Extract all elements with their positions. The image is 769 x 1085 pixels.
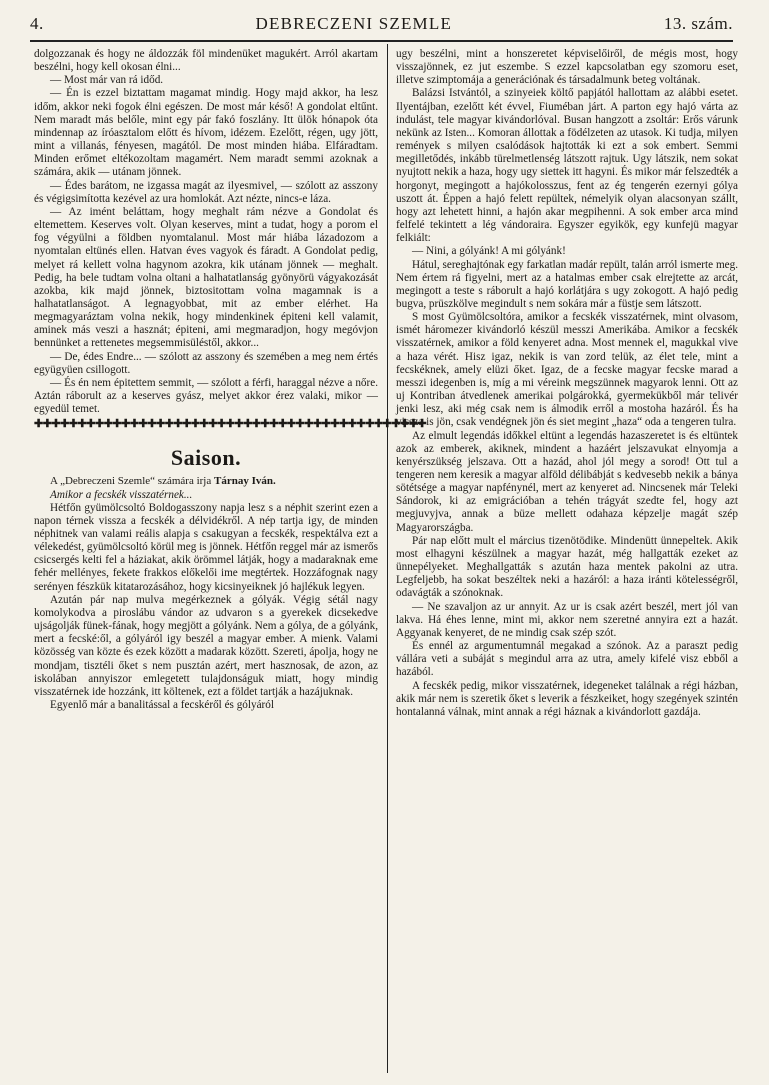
paragraph: Pár nap előtt mult el március tizenötödike. Mindenütt ünnepeltek. Akik most elhagyni készülnek a magyar hazát, még hallgatták ezeket az ünnepélyeket. Meghallgatták s azután haza mentek pakolni az utra. Legfeljebb, ha sokat beszéltek neki a hazáról: a haza iránti kötelességről, odavágták a szónoknak. (396, 534, 738, 600)
paragraph: A fecskék pedig, mikor visszatérnek, idegeneket találnak a régi házban, akik már nem is szeretik őket s leverik a fészkeiket, hogy szegények szintén hontalanná válnak, mint annak a régi háznak a kivándorlott gazdája. (396, 679, 738, 718)
paragraph: Azután pár nap mulva megérkeznek a gólyák. Végig sétál nagy komolykodva a piroslábu vándor az udvaron s a gyerekek dicsekedve ujságolják fünek-fának, hogy megjött a gólyánk. Nem a gólya, de a gólyánk, mert a fecské:ől, a gólyáról igy beszél a magyar ember. A mienk. Valami közösség van közte és ezek között a madarak között. Szereti, ápolja, hogy ne mondjam, tisztéli őket s nem pusztán azért, mert hasznosak, de azon, az iskolában annyiszor emlegetett tulajdonságuk miatt, hogy mindig visszatérnek ide hozzánk, itt költenek, ezt a földet tartják a hazájuknak. (34, 593, 378, 698)
left-column (34, 48, 427, 712)
byline-author: Tárnay Iván. (214, 475, 276, 488)
header-rule (30, 40, 733, 42)
paragraph: S most Gyümölcsoltóra, amikor a fecskék visszatérnek, mint olvasom, ismét háromezer kivándorló készül messzi Amerikába. Amikor a fecskék visszatérnek, amikor a föld kenyeret adna. Most mennek el, magukkal vive a haza vérét. Hisz igaz, nekik is van zord telük, az élet tele, mint a fecskéknek, amely elüzi őket. Igaz, de a fecske magyar fecske marad a messzi idegenben is, míg a mi véreink megszünnek magyarok lenni. Ott az uj Kontriban átvedlenek amerikai polgárokká, gyermekükből már telivér jenki lesz, aki még csak nem is álmodik erről a mostoha hazáról. És ha vissza is jön, csak vendégnek jön és siet megint „haza“ oda a tengeren tulra. (396, 311, 738, 429)
ornamental-divider: ✚✚✚✚✚✚✚✚✚✚✚✚✚✚✚✚✚✚✚✚✚✚✚✚✚✚✚✚✚✚✚✚✚✚✚✚✚✚✚✚✚✚✚✚✚ (34, 418, 427, 431)
issue-number: 13. szám. (663, 14, 733, 33)
journal-title: DEBRECZENI SZEMLE (255, 14, 453, 33)
paragraph: Hétfőn gyümölcsoltó Boldogasszony napja lesz s a néphit szerint ezen a napon térnek vissza a fecskék a délvidékről. A nép tartja igy, de minden néphitnek van valami reális alapja s csakugyan a fecskék, respektálva ezt a vélekedést, gyümölcsoltó körül meg is jönnek. Hétfőn reggel már az ismerős csicsergés kelti fel a háziakat, akik örömmel látják, hogy a madaraknak eme fehér mellényes, fekete frakkos előkelői ime megtértek. Hozzáfognak nagy serényen fészkük kitatarozásához, hogy kicsinyeiknek jó hajlékuk legyen. (34, 501, 378, 593)
paragraph: Egyenlő már a banalitással a fecskéről és gólyáról (50, 699, 274, 712)
paragraph: És ennél az argumentumnál megakad a szónok. Az a paraszt pedig vállára veti a subáját s megindul arra az utra, amely kifelé visz ebből a hazából. (396, 640, 738, 679)
page-header (30, 14, 733, 40)
paragraph: — Most már van rá időd. (50, 74, 164, 87)
right-column (396, 48, 738, 719)
paragraph: Hátul, sereghajtónak egy farkatlan madár repült, talán arról ismerte meg. Nem értem rá figyelni, mert az a hatalmas ember csak elrejtette az arcát, megingott a teste s ráborult a hajó korlátjára s ugy zokogott. A hajó pedig bugva, prüszkölve megindult s nem sokára már a füstje sem látszott. (396, 258, 738, 310)
paragraph: — Az imént beláttam, hogy meghalt rám nézve a Gondolat és eltemettem. Keserves volt. Olyan keserves, mint a tudat, hogy a porom el fog végyülni a földben nyomtalanul. Most már hiába lázadozom a nyomtalan eltünés ellen. Hatvan éves vagyok és fáradt. A Gondolat pedig, melyet rá kellett volna hagynom azokra, kik utánam jönnek — meghalt. Pedig, ha bele tudtam volna oltani a halhatatlanság gyönyörü vágyakozását azokba, kik majd jönnek, biztositottam volna magamnak is a halhatatlanságot. A legnagyobbat, mit az ember elérhet. Ha megmagyaráztam volna nekik, hogy mindenkinek épiteni kell valamit, aminek más veszi a hasznát; épiteni, ami megmaradjon, hogy megóvjon bennünket a rettenetes megsemmisüléstől, akkor... (34, 205, 378, 350)
article-subtitle: Amikor a fecskék visszatérnek... (50, 488, 193, 501)
paragraph: — De, édes Endre... — szólott az asszony és szemében a meg nem értés együgyüen csillogott. (34, 350, 378, 376)
paragraph: — Édes barátom, ne izgassa magát az ilyesmivel, — szólott az asszony és végigsimította kezével az ura homlokát. Azt nézte, nincs-e láza. (34, 179, 378, 205)
paragraph: — Én is ezzel biztattam magamat mindig. Hogy majd akkor, ha lesz időm, akkor neki fogok élni egészen. De most már késő! A gondolat eltűnt. Nem maradt más belőle, mint egy pár fakó foszlány. Itt ülök hónapok óta mindennap az íróasztalom előtt és hívom, idézem. Ezelőtt, régen, ugy jött, mint a villanás, fényesen, magától. De most minden hiába. Elfáradtam. Minden erőmet eltékozoltam magamért. Nem maradt semmi azoknak a számára, akik — utánam jönnek. (34, 87, 378, 179)
paragraph: — És én nem épitettem semmit, — szólott a férfi, haraggal nézve a nőre. Aztán ráborult az a keserves gyász, melyet akkor érez valaki, mikor — egyedül temet. (34, 376, 378, 416)
article-byline (34, 475, 378, 488)
column-divider (387, 44, 388, 1073)
paragraph: ugy beszélni, mint a honszeretet képviselőiről, de mégis most, hogy visszajönnek, ez jut eszembe. S ezzel kapcsolatban egy szomoru eset, illetve szimptomája a generációnak és társadalmunk beteg voltának. (396, 48, 738, 87)
paragraph: dolgozzanak és hogy ne áldozzák föl mindenüket magukért. Arról akartam beszélni, hogy kell okosan élni... (34, 48, 378, 74)
paragraph: — Nini, a gólyánk! A mi gólyánk! (412, 245, 566, 258)
page-number: 4. (30, 14, 44, 33)
paragraph: Balázsi Istvántól, a szinyeiek költő papjától hallottam az alábbi esetet. Ilyentájban, ezelőtt két évvel, Fiuméban járt. A parton egy hajó várta az indulást, tele magyar kivándorlóval. Busan hangzott a zsoltár: Erős várunk nekünk az Isten... Komoran állottak a födélzeten az utasok. Ki tudja, milyen remények s milyen csalódások hajtották ki ezt a sok embert. Semmi megilletődés, inkább türelmetlenség látszott rajtuk. Ugy látszik, nem sokat nyujtott nekik a haza, hogy ugy siettek itt hagyni. És mikor már felszedték a horgonyt, megingott a hajókolosszus, fent az ég tengerén ezernyi gólya uszott át. Éppen a hajó felett repültek, némelyik olyan alacsonyan szállt, hogy azt lehetett hinni, a hajón akar megpihenni. A sok ember arca mind felfelé tekintett a lég vándoraira. Egyszer egyikök, egy kunfejü magyar felkiált: (396, 87, 738, 245)
paragraph: — Ne szavaljon az ur annyit. Az ur is csak azért beszél, mert jól van lakva. Há éhes lenne, mint mi, akkor nem szeretné annyira ezt a hazát. Aggyanak kenyeret, de ne mindig csak szép szót. (396, 600, 738, 639)
article-title: Saison. (170, 445, 242, 471)
paragraph: Az elmult legendás időkkel eltünt a legendás hazaszeretet is és eltüntek azok az emberek, akiknek, mindent a hazáért jelszavukat elnyomja a kenyérszükség jelszava. Ott a hazád, ahol jól megy a sorod! Ott tul a tengeren nem keresik a magyar alföld délibábját s kedvesebb nekik a bánya sötétsége a magyar napfénynél, mert az kenyeret ad. Nincsenek már Teleki Sándorok, ki az emigrációban a tehén trágyát szedte fel, hogy azt megjuvyjva, annak a büze mellett odahaza képzelje magát szép Magyarországba. (396, 429, 738, 534)
byline-prefix: A „Debreczeni Szemle“ számára irja (50, 475, 212, 488)
